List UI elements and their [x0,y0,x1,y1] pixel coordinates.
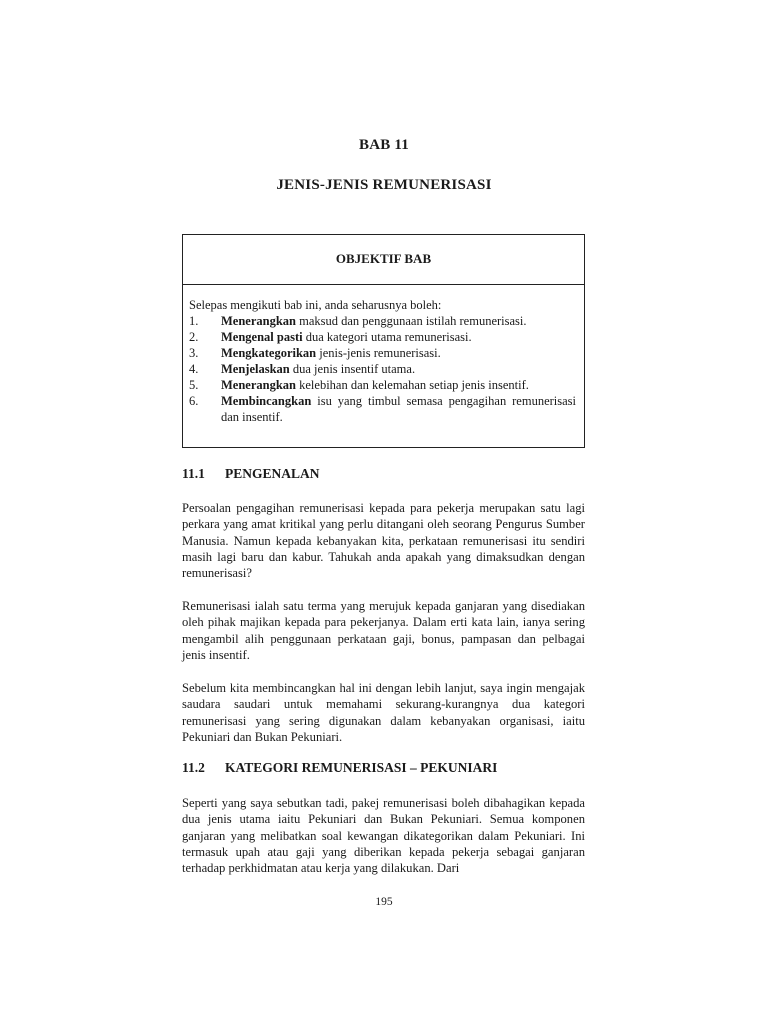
objective-item [189,393,576,425]
section-title: PENGENALAN [225,466,320,481]
objective-text [221,361,576,377]
objective-number: 5. [189,378,199,392]
objective-text [221,377,576,393]
objective-number: 2. [189,330,199,344]
objective-number: 1. [189,314,199,328]
objective-verb: Menerangkan [221,378,296,392]
objective-verb: Mengkategorikan [221,346,317,360]
paragraph: Persoalan pengagihan remunerisasi kepada para pekerja merupakan satu lagi perkara yang amat kritikal yang perlu ditangani oleh seorang Pengurus Sumber Manusia. Namun kepada kebanyakan kita, perkataan remunerisasi itu sendiri masih lagi baru dan kabur. Tahukah anda apakah yang dimaksudkan dengan remunerisasi? [182,501,585,581]
objective-text [221,345,576,361]
objective-item [189,361,576,377]
objective-rest: dua jenis insentif utama. [289,362,416,376]
objective-item [189,313,576,329]
objective-item [189,329,576,345]
objective-verb: Menjelaskan [221,362,290,376]
section-heading-pengenalan [182,466,320,482]
objective-rest: kelebihan dan kelemahan setiap jenis insentif. [296,378,529,392]
section-title: KATEGORI REMUNERISASI – PEKUNIARI [225,760,498,775]
paragraph: Seperti yang saya sebutkan tadi, pakej remunerisasi boleh dibahagikan kepada dua jenis utama iaitu Pekuniari dan Bukan Pekuniari. Semua komponen ganjaran yang melibatkan soal kewangan dikategorikan dalam Pekuniari. Ini termasuk upah atau gaji yang diberikan kepada pekerja sebagai ganjaran terhadap perkhidmatan atau kerja yang dilakukan. Dari [182,796,585,876]
objectives-box [182,234,585,448]
objective-text [221,313,576,329]
objective-rest: jenis-jenis remunerisasi. [316,346,441,360]
objective-verb: Menerangkan [221,314,296,328]
objective-rest: isu yang timbul semasa pengagihan remunerisasi dan insentif. [221,394,576,424]
objective-rest: dua kategori utama remunerisasi. [302,330,472,344]
chapter-number: BAB 11 [359,137,409,153]
objective-number: 6. [189,394,199,408]
objective-rest: maksud dan penggunaan istilah remunerisasi. [296,314,527,328]
objective-verb: Mengenal pasti [221,330,303,344]
objectives-body [183,285,584,425]
page-number: 195 [375,896,393,908]
objective-number: 3. [189,346,199,360]
section-heading-kategori [182,760,497,776]
objective-text [221,329,576,345]
chapter-title: JENIS-JENIS REMUNERISASI [276,177,492,193]
paragraph: Remunerisasi ialah satu terma yang merujuk kepada ganjaran yang disediakan oleh pihak majikan kepada para pekerjanya. Dalam erti kata lain, ianya sering mengambil alih penggunaan perkataan gaji, bonus, pampasan dan pelbagai jenis insentif. [182,599,585,662]
objective-item [189,377,576,393]
objectives-heading: OBJEKTIF BAB [183,235,584,285]
section-number: 11.1 [182,466,205,481]
objectives-intro: Selepas mengikuti bab ini, anda seharusnya boleh: [189,298,442,312]
objectives-list [189,313,576,425]
objective-number: 4. [189,362,199,376]
paragraph: Sebelum kita membincangkan hal ini dengan lebih lanjut, saya ingin mengajak saudara saudari untuk memahami sekurang-kurangnya dua kategori remunerisasi yang sering digunakan dalam kebanyakan organisasi, iaitu Pekuniari dan Bukan Pekuniari. [182,681,585,744]
objective-verb: Membincangkan [221,394,312,408]
section-number: 11.2 [182,760,205,775]
objective-text [221,393,576,425]
objective-item [189,345,576,361]
